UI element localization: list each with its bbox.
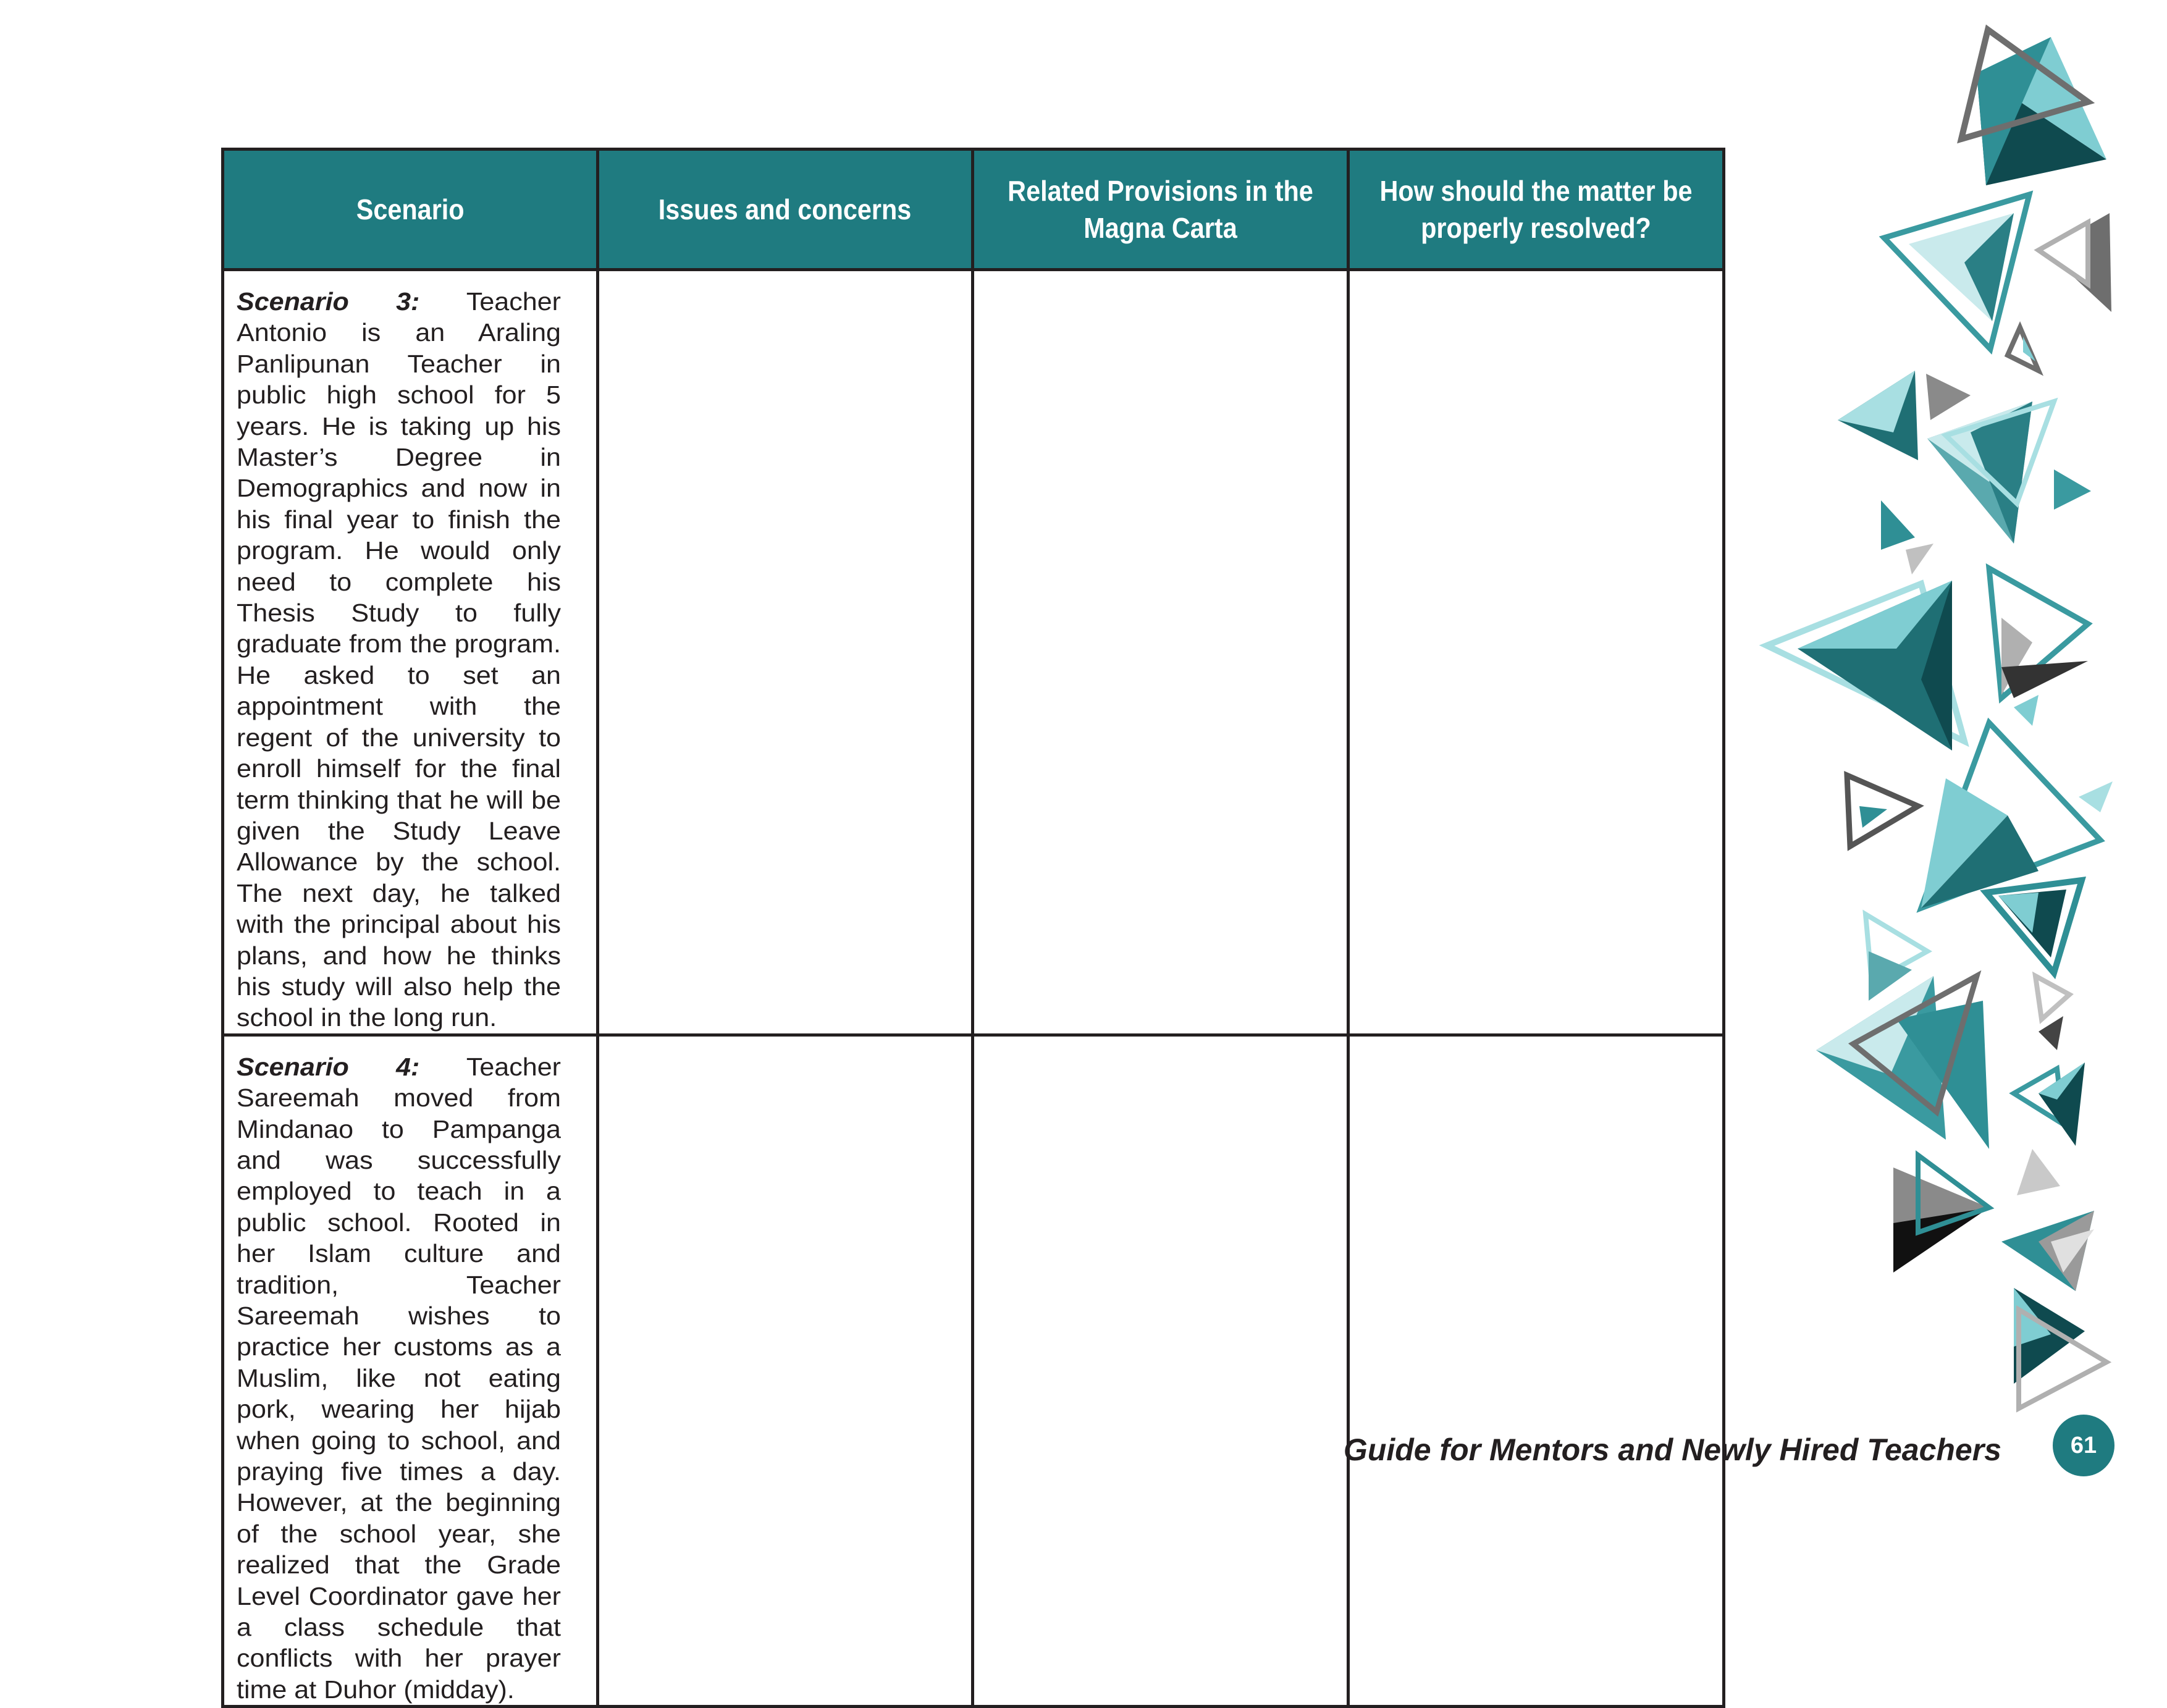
table-row [223, 270, 1724, 1035]
footer-guide-title: Guide for Mentors and Newly Hired Teachers [1343, 1432, 2001, 1467]
scenario-description: Teacher Antonio is an Araling Panlipunan Teacher in public high school for 5 years. He is taking up his Master’s Degree in Demographics and now in his final year to finish the program. He would only need to complete his Thesis Study to fully graduate from the program. He asked to set an appointment with the regent of the university to enroll himself for the final term thinking that he will be given the Study Leave Allowance by the school. The next day, he talked with the principal about his plans, and how he thinks his study will also help the school in the long run. [237, 287, 561, 1032]
header-resolution: How should the matter be properly resolved? [1349, 149, 1724, 270]
scenario-description: Teacher Sareemah moved from Mindanao to Pampanga and was successfully employed to teach in a public school. Rooted in her Islam culture and tradition, Teacher Sareemah wishes to practice her customs as a Muslim, like not eating pork, wearing her hijab when going to school, and praying five times a day. However, at the beginning of the school year, she realized that the Grade Level Coordinator gave her a class schedule that conflicts with her prayer time at Duhor (midday). [237, 1052, 561, 1704]
resolution-answer-cell[interactable] [1349, 270, 1724, 1035]
scenario-3-cell [223, 270, 598, 1035]
provisions-answer-cell[interactable] [973, 270, 1349, 1035]
scenario-worksheet-table [221, 148, 1725, 1708]
scenario-4-cell [223, 1035, 598, 1707]
scenario-label: Scenario 3: [237, 287, 420, 316]
header-scenario: Scenario [223, 149, 598, 270]
issues-answer-cell[interactable] [598, 270, 973, 1035]
triangle-pattern-icon [1742, 0, 2167, 1439]
table-header-row [223, 149, 1724, 270]
page-number-badge: 61 [2053, 1415, 2114, 1476]
header-related-provisions: Related Provisions in the Magna Carta [973, 149, 1349, 270]
resolution-answer-cell[interactable] [1349, 1035, 1724, 1707]
header-issues-and-concerns: Issues and concerns [598, 149, 973, 270]
issues-answer-cell[interactable] [598, 1035, 973, 1707]
scenario-label: Scenario 4: [237, 1052, 420, 1081]
table-row [223, 1035, 1724, 1707]
provisions-answer-cell[interactable] [973, 1035, 1349, 1707]
